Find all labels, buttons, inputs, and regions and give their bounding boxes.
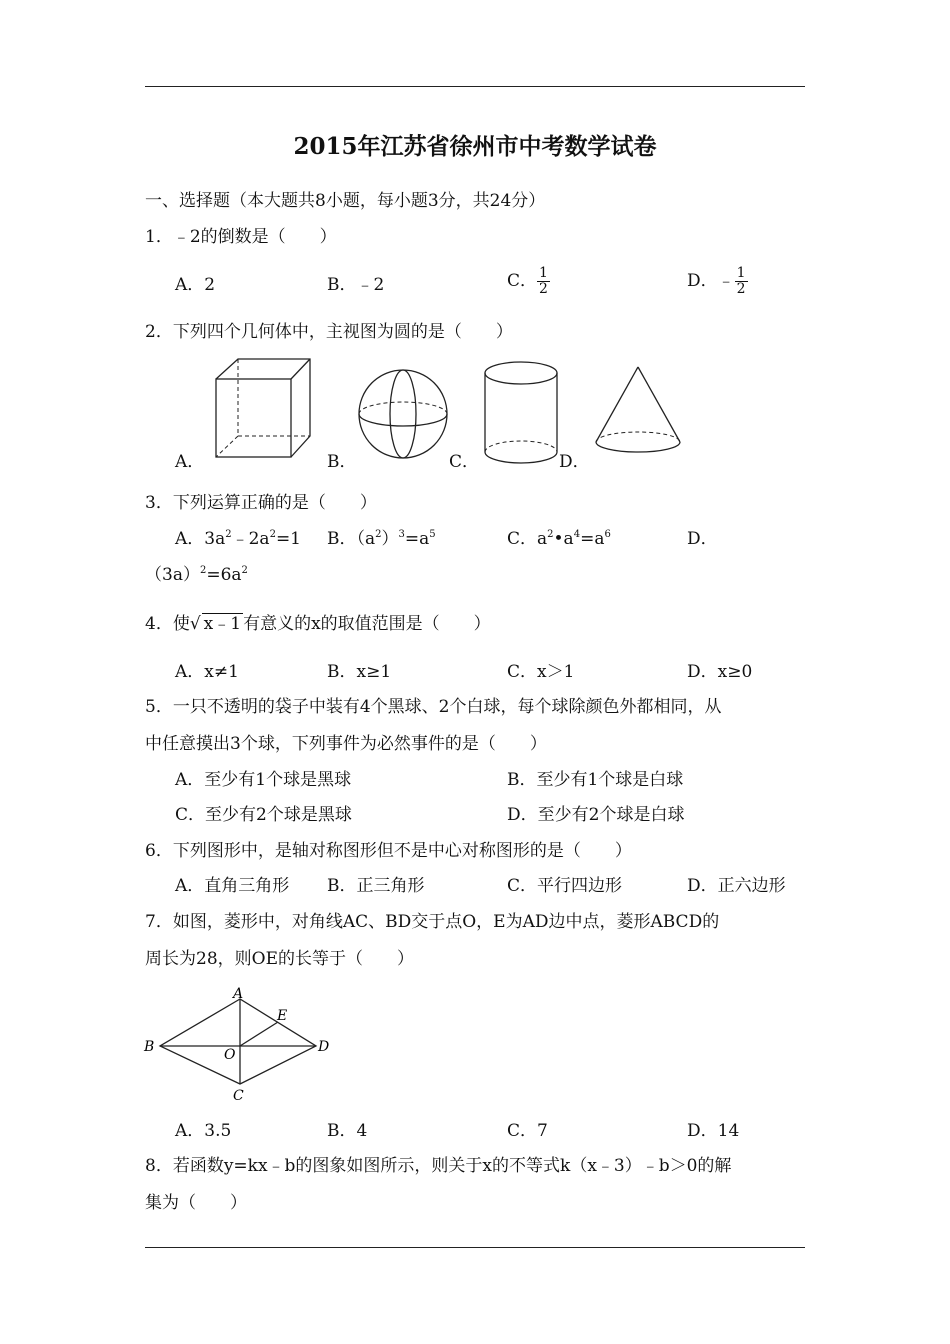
q1-d-numerator: 1 bbox=[736, 265, 746, 281]
q3-c-exp1: 2 bbox=[547, 529, 554, 540]
cone-figure bbox=[592, 364, 684, 460]
q1-option-b: B．﹣2 bbox=[327, 275, 385, 295]
bottom-rule bbox=[145, 1247, 805, 1248]
q3-b-exp1: 2 bbox=[375, 529, 382, 540]
label-A: A bbox=[233, 986, 244, 1002]
radical-sign: √ bbox=[189, 614, 201, 634]
q3-a-3: =1 bbox=[275, 529, 301, 549]
q6-option-a: A．直角三角形 bbox=[175, 876, 290, 896]
q3-a-exp1: 2 bbox=[225, 529, 232, 540]
q4-stem bbox=[145, 613, 491, 634]
q3-c-3: =a bbox=[580, 529, 605, 549]
q1-c-numerator: 1 bbox=[539, 265, 548, 281]
top-rule bbox=[145, 86, 805, 87]
q3-c-2: •a bbox=[553, 529, 574, 549]
label-B: B bbox=[144, 1039, 155, 1055]
q3-d-exp2: 2 bbox=[241, 565, 248, 576]
q3-b-exp3: 5 bbox=[429, 529, 436, 540]
q3-stem: 3．下列运算正确的是（ ） bbox=[145, 493, 377, 513]
q3-option-c bbox=[507, 529, 611, 549]
q4-option-a: A．x≠1 bbox=[175, 662, 239, 682]
q6-option-c: C．平行四边形 bbox=[507, 876, 623, 896]
q2-option-d: D． bbox=[559, 452, 590, 472]
q3-option-b bbox=[327, 529, 436, 549]
cube-figure bbox=[213, 356, 313, 460]
q8-stem-line1: 8．若函数y=kx﹣b的图象如图所示，则关于x的不等式k（x﹣3）﹣b＞0的解 bbox=[145, 1156, 732, 1176]
q6-option-d: D．正六边形 bbox=[687, 876, 786, 896]
q4-stem-suffix: 有意义的x的取值范围是（ ） bbox=[243, 614, 491, 634]
label-C: C bbox=[233, 1088, 244, 1104]
q3-d-exp1: 2 bbox=[199, 565, 207, 576]
q7-option-d: D．14 bbox=[687, 1121, 740, 1141]
q4-stem-prefix: 4．使 bbox=[145, 614, 190, 634]
q7-stem-line2: 周长为28，则OE的长等于（ ） bbox=[145, 949, 414, 969]
q3-a-2: ﹣2a bbox=[231, 529, 270, 549]
q5-option-b: B．至少有1个球是白球 bbox=[507, 770, 684, 790]
q3-d-2: =6a bbox=[206, 565, 242, 585]
q3-b-3: =a bbox=[404, 529, 430, 549]
q2-stem: 2．下列四个几何体中，主视图为圆的是（ ） bbox=[145, 322, 513, 342]
q4-radicand: x﹣1 bbox=[203, 614, 242, 634]
q5-stem-line1: 5．一只不透明的袋子中装有4个黑球、2个白球，每个球除颜色外都相同，从 bbox=[145, 697, 722, 717]
q3-option-a bbox=[175, 529, 301, 549]
rhombus-figure bbox=[140, 985, 340, 1105]
q1-c-denominator: 2 bbox=[539, 281, 548, 297]
q1-stem: 1．﹣2的倒数是（ ） bbox=[145, 227, 337, 247]
q2-option-b: B． bbox=[327, 452, 357, 472]
label-O: O bbox=[224, 1047, 236, 1063]
q1-option-c-prefix: C． bbox=[507, 271, 538, 291]
q1-option-d-fraction bbox=[735, 266, 748, 297]
q5-stem-line2: 中任意摸出3个球，下列事件为必然事件的是（ ） bbox=[145, 734, 547, 754]
q6-option-b: B．正三角形 bbox=[327, 876, 425, 896]
q7-option-a: A．3.5 bbox=[175, 1121, 232, 1141]
q3-c-1: C．a bbox=[507, 529, 548, 549]
q4-option-c: C．x＞1 bbox=[507, 662, 575, 682]
q3-a-exp2: 2 bbox=[269, 529, 276, 540]
q3-d-1: （3a） bbox=[145, 565, 200, 585]
cylinder-figure bbox=[481, 360, 561, 466]
q1-option-c-fraction bbox=[537, 266, 550, 297]
q3-option-d: D． bbox=[687, 529, 718, 549]
q2-option-a: A． bbox=[175, 452, 205, 472]
q3-a-1: A．3a bbox=[175, 529, 226, 549]
q3-b-2: ） bbox=[381, 529, 399, 549]
q3-c-exp3: 6 bbox=[604, 529, 611, 540]
q1-option-c bbox=[507, 266, 550, 297]
q5-option-c: C．至少有2个球是黑球 bbox=[175, 805, 352, 825]
q1-option-d-prefix: D．﹣ bbox=[687, 271, 735, 291]
q3-c-exp2: 4 bbox=[573, 529, 581, 540]
q4-option-d: D．x≥0 bbox=[687, 662, 753, 682]
q3-b-1: B．（a bbox=[327, 529, 376, 549]
q7-option-c: C．7 bbox=[507, 1121, 548, 1141]
q7-option-b: B．4 bbox=[327, 1121, 368, 1141]
q5-option-a: A．至少有1个球是黑球 bbox=[175, 770, 352, 790]
q2-option-c: C． bbox=[449, 452, 480, 472]
q1-option-d bbox=[687, 266, 748, 297]
page-title: 2015年江苏省徐州市中考数学试卷 bbox=[293, 133, 657, 160]
q8-stem-line2: 集为（ ） bbox=[145, 1193, 247, 1213]
q3-b-exp2: 3 bbox=[398, 529, 405, 540]
label-D: D bbox=[318, 1039, 330, 1055]
q4-option-b: B．x≥1 bbox=[327, 662, 392, 682]
label-E: E bbox=[277, 1008, 288, 1024]
q3-option-d-continued bbox=[145, 565, 248, 585]
q1-option-a: A．2 bbox=[175, 275, 216, 295]
q1-d-denominator: 2 bbox=[736, 281, 746, 297]
q7-stem-line1: 7．如图，菱形中，对角线AC、BD交于点O，E为AD边中点，菱形ABCD的 bbox=[145, 912, 720, 932]
section-heading: 一、选择题（本大题共8小题，每小题3分，共24分） bbox=[145, 191, 546, 211]
sphere-figure bbox=[357, 368, 449, 460]
q6-stem: 6．下列图形中，是轴对称图形但不是中心对称图形的是（ ） bbox=[145, 841, 632, 861]
q5-option-d: D．至少有2个球是白球 bbox=[507, 805, 685, 825]
